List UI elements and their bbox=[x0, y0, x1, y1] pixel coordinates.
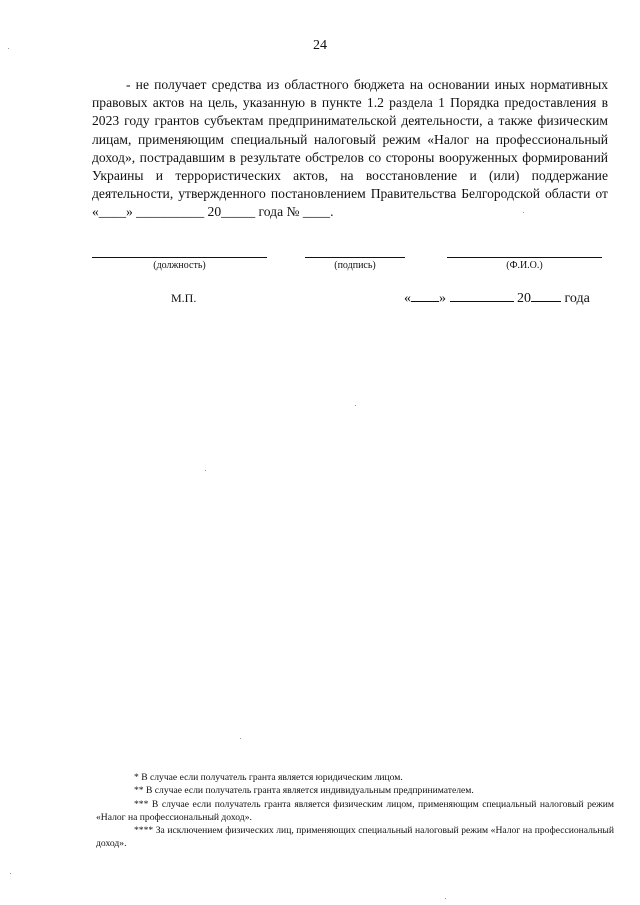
day-blank bbox=[411, 288, 439, 302]
position-caption: (должность) bbox=[153, 260, 206, 271]
year-prefix: 20 bbox=[517, 291, 531, 306]
scan-speck bbox=[523, 212, 524, 213]
footnote-1: * В случае если получатель гранта является юридическим лицом. bbox=[134, 772, 403, 783]
footnote-2: ** В случае если получатель гранта является индивидуальным предпринимателем. bbox=[134, 785, 474, 797]
footnote-4: **** За исключением физических лиц, применяющих специальный налоговый режим «Налог на профессиональный доход». bbox=[96, 825, 614, 850]
scan-speck bbox=[205, 470, 206, 471]
scan-speck bbox=[10, 873, 11, 874]
month-blank bbox=[450, 288, 514, 302]
page-number: 24 bbox=[313, 38, 327, 53]
year-blank bbox=[531, 288, 561, 302]
signature-caption: (подпись) bbox=[334, 260, 376, 271]
scan-speck bbox=[8, 48, 9, 49]
name-line bbox=[447, 257, 602, 258]
date-close-quote: » bbox=[439, 291, 446, 306]
signature-line bbox=[305, 257, 405, 258]
position-line bbox=[92, 257, 267, 258]
date-line bbox=[404, 288, 590, 307]
scan-speck bbox=[445, 898, 446, 899]
stamp-label: М.П. bbox=[171, 291, 197, 305]
year-word: года bbox=[564, 291, 590, 306]
body-paragraph: - не получает средства из областного бюджета на основании иных нормативных правовых актов на цель, указанную в пункте 1.2 раздела 1 Порядка предоставления в 2023 году грантов субъектам предпринимательской деятельности, а также физическим лицам, применяющим специальный налоговый режим «Налог на профессиональный доход», пострадавшим в результате обстрелов со стороны вооруженных формирований Украины и террористических актов, на восстановление и (или) поддержание деятельности, утвержденного постановлением Правительства Белгородской области от «____» __________ 20_____ года № ____. bbox=[92, 77, 608, 220]
footnote-3: *** В случае если получатель гранта является физическим лицом, применяющим специальный налоговый режим «Налог на профессиональный доход». bbox=[96, 798, 614, 823]
name-caption: (Ф.И.О.) bbox=[506, 260, 543, 271]
date-open-quote: « bbox=[404, 291, 411, 306]
scan-speck bbox=[355, 405, 356, 406]
footnotes bbox=[96, 771, 614, 851]
scan-speck bbox=[240, 738, 241, 739]
